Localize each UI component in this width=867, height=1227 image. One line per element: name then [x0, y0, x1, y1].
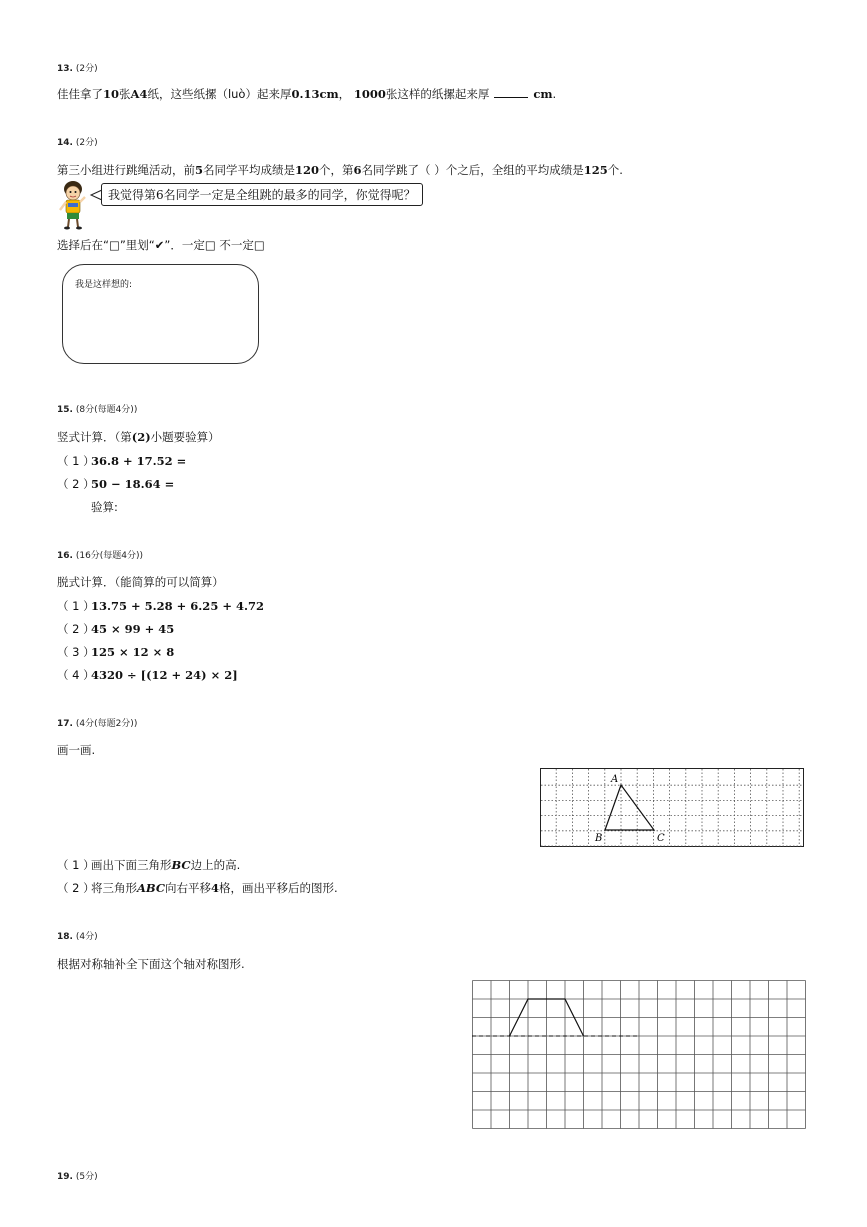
item-text: 格，画出平移后的图形. [219, 881, 338, 895]
item-label: （ 3 ） [57, 645, 95, 659]
q17-number: 17. [57, 719, 73, 729]
think-box[interactable] [62, 264, 259, 364]
q19-header [57, 1169, 98, 1182]
q13-num: 10 [103, 87, 120, 101]
q15-check-label: 验算: [91, 500, 118, 514]
vertex-a-label: A [611, 774, 619, 785]
q13-answer-blank[interactable] [494, 87, 528, 98]
q14-choice-line[interactable]: 选择后在“□”里划“✔”．一定□ 不一定□ [57, 238, 265, 252]
q14-number: 14. [57, 138, 73, 148]
item-num: 4 [211, 881, 220, 895]
q17-instruction: 画一画. [57, 743, 96, 757]
item-expr: 13.75 + 5.28 + 6.25 + 4.72 [91, 599, 264, 613]
q16-header [57, 548, 143, 561]
q14-num: 120 [295, 163, 320, 177]
q18-header [57, 929, 98, 942]
q15-instr-bold: (2) [131, 430, 151, 444]
vertex-c-label: C [657, 833, 665, 844]
triangle-dot-grid[interactable] [540, 768, 805, 848]
q13-number: 13. [57, 64, 73, 74]
item-expr: 45 × 99 + 45 [91, 622, 175, 636]
q16-number: 16. [57, 551, 73, 561]
q15-header [57, 402, 137, 415]
q15-instr-part: 小题要验算） [150, 430, 220, 444]
q15-instr-part: 竖式计算．（第 [57, 430, 132, 444]
q15-item-2 [57, 476, 174, 492]
q13-unit: cm [533, 87, 553, 101]
q13-points: (2分) [75, 64, 98, 74]
item-expr: 4320 ÷ [(12 + 24) × 2] [91, 668, 238, 682]
q15-number: 15. [57, 405, 73, 415]
q16-points: (16分(每题4分)) [75, 551, 144, 561]
q14-points: (2分) [75, 138, 98, 148]
q14-part: 名同学平均成绩是 [203, 163, 296, 177]
item-label: （ 2 ） [57, 881, 95, 895]
q13-part: 佳佳拿了 [57, 87, 103, 101]
q17-item-2 [57, 880, 338, 896]
item-expr: 36.8 + 17.52 = [91, 454, 187, 468]
item-text: 边上的高. [190, 858, 241, 872]
q16-item-4 [57, 667, 238, 683]
q16-item-3 [57, 644, 174, 660]
q13-part: 纸，这些纸摞（luò）起来厚 [147, 87, 292, 101]
item-text: 向右平移 [165, 881, 212, 895]
item-expr: 50 − 18.64 = [91, 477, 175, 491]
q15-instruction [57, 429, 220, 445]
q14-num: 6 [353, 163, 362, 177]
item-math: BC [171, 858, 191, 872]
q19-points: (5分) [75, 1172, 98, 1182]
q15-item-1 [57, 453, 186, 469]
q17-item-1 [57, 857, 240, 873]
q14-header [57, 135, 98, 148]
q14-part: 个. [607, 163, 623, 177]
q14-num: 5 [195, 163, 204, 177]
symmetry-grid[interactable] [472, 980, 807, 1130]
q17-points: (4分(每题2分)) [75, 719, 138, 729]
q19-number: 19. [57, 1172, 73, 1182]
item-label: （ 4 ） [57, 668, 95, 682]
q13-part: . [552, 87, 557, 101]
item-text: 画出下面三角形 [91, 858, 172, 872]
q16-item-1 [57, 598, 264, 614]
q13-part: ， [338, 87, 351, 101]
item-label: （ 1 ） [57, 599, 95, 613]
item-label: （ 1 ） [57, 454, 95, 468]
q13-part: 张 [119, 87, 131, 101]
q13-header [57, 61, 98, 74]
q16-item-2 [57, 621, 174, 637]
q13-thickness: 0.13cm [291, 87, 339, 101]
q14-part: 第三小组进行跳绳活动，前 [57, 163, 195, 177]
q15-points: (8分(每题4分)) [75, 405, 138, 415]
item-label: （ 1 ） [57, 858, 95, 872]
q18-instruction: 根据对称轴补全下面这个轴对称图形. [57, 957, 245, 971]
q14-text [57, 162, 623, 178]
q14-num: 125 [583, 163, 608, 177]
q17-header [57, 716, 137, 729]
q13-num-big: 1000 [353, 87, 386, 101]
cartoon-boy-icon [56, 180, 90, 230]
q13-paper: A4 [130, 87, 148, 101]
item-text: 将三角形 [91, 881, 137, 895]
vertex-b-label: B [595, 833, 603, 844]
item-expr: 125 × 12 × 8 [91, 645, 175, 659]
item-math: ABC [137, 881, 166, 895]
q14-part: 名同学跳了（ ）个之后，全组的平均成绩是 [361, 163, 584, 177]
q18-points: (4分) [75, 932, 98, 942]
q16-instruction: 脱式计算．（能简算的可以简算） [57, 575, 224, 589]
q14-part: 个，第 [319, 163, 354, 177]
q13-text [57, 86, 556, 102]
item-label: （ 2 ） [57, 477, 95, 491]
q13-part: 张这样的纸摞起来厚 [385, 87, 490, 101]
think-box-label: 我是这样想的: [75, 280, 133, 290]
speech-bubble: 我觉得第6名同学一定是全组跳的最多的同学，你觉得呢？ [101, 183, 423, 206]
q18-number: 18. [57, 932, 73, 942]
item-label: （ 2 ） [57, 622, 95, 636]
